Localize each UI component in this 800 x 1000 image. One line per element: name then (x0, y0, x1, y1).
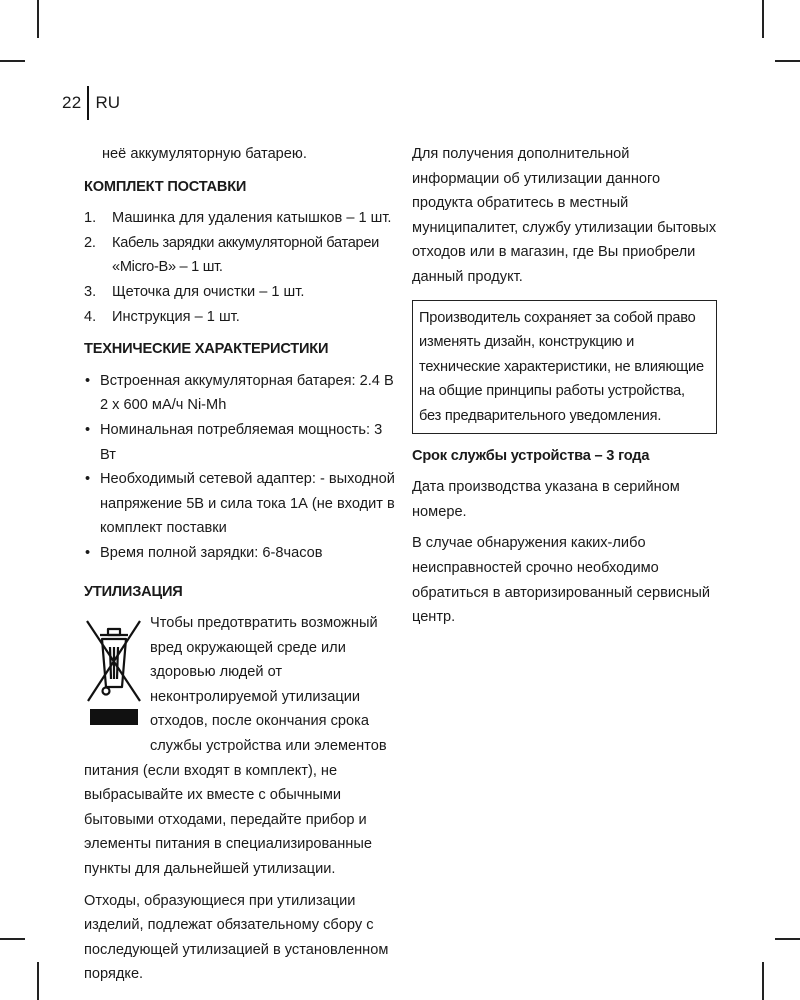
crop-mark (775, 938, 800, 940)
right-column (412, 142, 717, 630)
crop-mark (0, 60, 25, 62)
list-item: 1. Машинка для удаления катышков – 1 шт. (84, 210, 392, 227)
left-column (84, 142, 400, 987)
crop-mark (775, 60, 800, 62)
page-number: 22 (62, 93, 82, 112)
crop-mark (762, 962, 764, 1000)
crop-mark (762, 0, 764, 38)
package-list (84, 206, 400, 329)
list-item: • Время полной зарядки: 6-8часов (84, 541, 400, 566)
language-label: RU (95, 93, 121, 112)
crop-mark (37, 962, 39, 1000)
specs-heading: ТЕХНИЧЕСКИЕ ХАРАКТЕРИСТИКИ (84, 341, 329, 358)
malfunction-text: В случае обнаружения каких-либо неисправностей срочно необходимо обратиться в авторизированный сервисный центр. (412, 535, 711, 626)
disposal-section (84, 611, 400, 987)
list-item: 3. Щеточка для очистки – 1 шт. (84, 283, 305, 300)
list-item: 4. Инструкция – 1 шт. (84, 308, 240, 325)
list-item: • Необходимый сетевой адаптер: - выходной напряжение 5В и сила тока 1А (не входит в комплект поставки (84, 467, 400, 541)
package-heading: КОМПЛЕКТ ПОСТАВКИ (84, 178, 247, 195)
list-item: 2. Кабель зарядки аккумуляторной батареи «Micro-B» – 1 шт. (84, 234, 380, 276)
specs-list (84, 369, 400, 566)
list-item: • Номинальная потребляемая мощность: 3 Вт (84, 418, 400, 467)
page-header (62, 86, 120, 120)
disposal-heading: УТИЛИЗАЦИЯ (84, 583, 183, 600)
crossed-out-wheelie-bin-icon (84, 615, 144, 731)
header-divider (87, 86, 89, 120)
crop-mark (0, 938, 25, 940)
manufacturer-note-box (412, 300, 717, 434)
intro-line: неё аккумуляторную батарею. (102, 146, 307, 162)
disposal-paragraph: Чтобы предотвратить возможный вред окружающей среде или здоровью людей от неконтролируемой утилизации отходов, после окончания срока службы устройства или элементов питания (если входят в комплект), не выбрасывайте их вместе с обычными бытовыми отходами, передайте прибор и элементы питания в специализированные пункты для дальнейшей утилизации. (84, 615, 387, 878)
info-paragraph: Для получения дополнительной информации об утилизации данного продукта обратитесь в местный муниципалитет, службу утилизации бытовых отходов или в магазин, где Вы приобрели данный продукт. (412, 146, 717, 285)
manufacturer-note: Производитель сохраняет за собой право изменять дизайн, конструкцию и технические характеристики, не влияющие на общие принципы работы устройства, без предварительного уведомления. (419, 309, 704, 424)
disposal-paragraph-2: Отходы, образующиеся при утилизации изделий, подлежат обязательному сбору с последующей утилизацией в установленном порядке. (84, 892, 389, 983)
crop-mark (37, 0, 39, 38)
service-life-heading: Срок службы устройства – 3 года (412, 447, 650, 464)
production-date-text: Дата производства указана в серийном номере. (412, 479, 680, 520)
list-item: • Встроенная аккумуляторная батарея: 2.4 В 2 х 600 мА/ч Ni-Mh (84, 369, 400, 418)
